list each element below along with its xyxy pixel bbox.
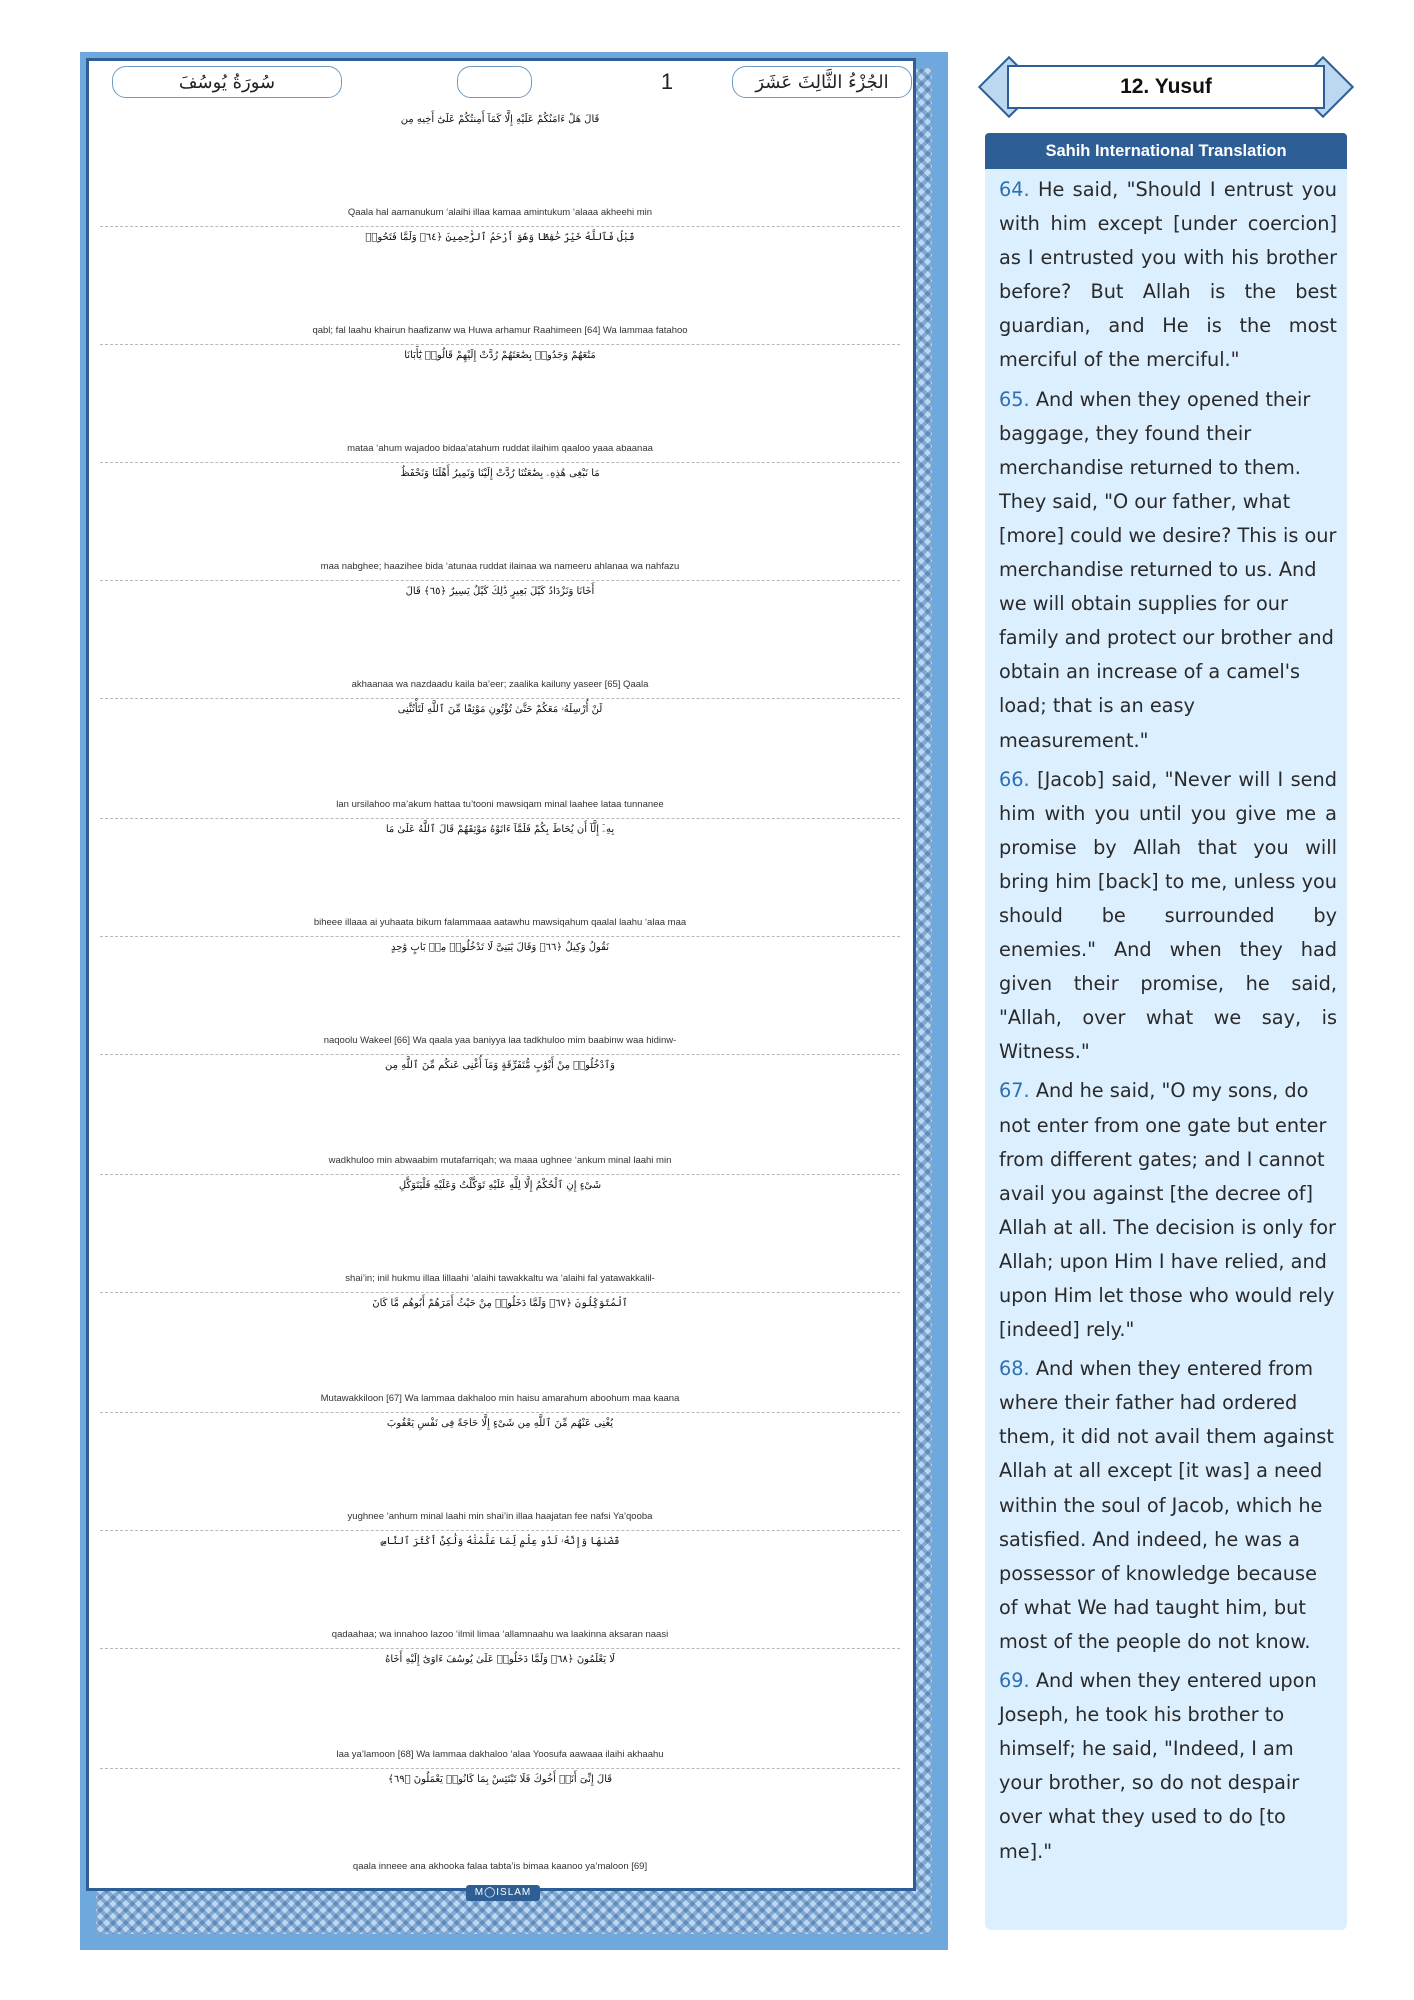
verse-number: 68.	[999, 1357, 1030, 1381]
arabic-text: يُغْنِى عَنْهُم مِّنَ ٱللَّهِ مِن شَىْءٍ إِلَّا حَاجَةً فِى نَفْسِ يَعْقُوبَ	[386, 1418, 614, 1429]
verse-line	[100, 226, 900, 345]
surah-name-label: سُورَةُ يُوسُفَ	[112, 66, 342, 98]
verse-number: 65.	[999, 387, 1030, 411]
verse-line	[100, 936, 900, 1055]
transliteration-text: shai’in; inil hukmu illaa lillaahi ‘alaihi tawakkaltu wa ‘alaihi fal yatawakkalil-	[345, 1273, 655, 1284]
arabic-text: بِهِۦٓ إِلَّآ أَن يُحَاطَ بِكُمْ فَلَمَّآ ءَاتَوْهُ مَوْثِقَهُمْ قَالَ ٱللَّهُ عَلَىٰ مَا	[385, 824, 615, 835]
juz-name-label: الجُزْءُ الثَّالِثَ عَشَرَ	[732, 66, 912, 98]
arabic-text: لَا يَعْلَمُونَ ﴿٦٨﴾ وَلَمَّا دَخَلُوا۟ عَلَىٰ يُوسُفَ ءَاوَىٰٓ إِلَيْهِ أَخَاهُ	[385, 1654, 615, 1665]
verse-line	[100, 818, 900, 937]
arabic-text: أَخَانَا وَنَزْدَادُ كَيْلَ بَعِيرٍ ذَٰلِكَ كَيْلٌ يَسِيرٌ ﴿٦٥﴾ قَالَ	[405, 586, 595, 597]
arabic-text: مَتَٰعَهُمْ وَجَدُوا۟ بِضَٰعَتَهُمْ رُدَّتْ إِلَيْهِمْ قَالُوا۟ يَٰٓأَبَانَا	[404, 350, 596, 361]
verse-text: And when they entered upon Joseph, he took his brother to himself; he said, "Indeed, I am your brother, so do not despair over what they used to do [to me]."	[999, 1669, 1317, 1863]
translation-verse	[999, 383, 1337, 758]
verse-line	[100, 1054, 900, 1175]
surah-title-label: 12. Yusuf	[1007, 65, 1325, 109]
verse-line	[100, 108, 900, 227]
translation-panel	[985, 133, 1347, 1930]
verse-line	[100, 344, 900, 463]
brand-badge: M◯ISLAM	[466, 1885, 540, 1901]
arabic-text: وَٱدْخُلُوا۟ مِنْ أَبْوَٰبٍ مُّتَفَرِّقَةٍ وَمَآ أُغْنِى عَنكُم مِّنَ ٱللَّهِ مِن	[385, 1060, 615, 1071]
verse-number: 64.	[999, 178, 1030, 201]
translation-verse	[999, 1074, 1337, 1347]
page-number: 1	[657, 66, 677, 98]
verse-line	[100, 1648, 900, 1769]
transliteration-text: Mutawakkiloon [67] Wa lammaa dakhaloo min haisu amarahum aboohum maa kaana	[320, 1393, 680, 1404]
verse-line	[100, 1530, 900, 1649]
transliteration-text: qadaahaa; wa innahoo lazoo ‘ilmil limaa ‘allamnaahu wa laakinna aksaran naasi	[331, 1629, 669, 1640]
arabic-text: قَالَ هَلْ ءَامَنُكُمْ عَلَيْهِ إِلَّا كَمَآ أَمِنتُكُمْ عَلَىٰٓ أَخِيهِ مِن	[400, 114, 600, 125]
translation-verse	[999, 173, 1337, 378]
arabic-text: قَالَ إِنِّىٓ أَنَا۠ أَخُوكَ فَلَا تَبْتَئِسْ بِمَا كَانُوا۟ يَعْمَلُونَ ﴿٦٩﴾	[387, 1774, 613, 1785]
verse-line	[100, 1174, 900, 1293]
transliteration-text: yughnee ‘anhum minal laahi min shai’in illaa haajatan fee nafsi Ya’qooba	[347, 1511, 653, 1522]
verse-line	[100, 580, 900, 699]
verse-line	[100, 698, 900, 819]
verse-line	[100, 1412, 900, 1531]
arabic-text: قَضَىٰهَا وَإِنَّهُۥ لَذُو عِلْمٍ لِّمَا عَلَّمْنَٰهُ وَلَٰكِنَّ أَكْثَرَ ٱلنَّاسِ	[380, 1536, 620, 1547]
verse-text: He said, "Should I entrust you with him except [under coercion] as I entrusted you with his brother before? But Allah is the best guardian, and He is the most merciful of the merciful."	[999, 178, 1337, 372]
transliteration-text: wadkhuloo min abwaabim mutafarriqah; wa maaa ughnee ‘ankum minal laahi min	[328, 1155, 672, 1166]
transliteration-text: biheee illaaa ai yuhaata bikum falammaaa aatawhu mawsiqahum qaalal laahu ‘alaa maa	[313, 917, 687, 928]
translation-header: Sahih International Translation	[985, 133, 1347, 169]
translation-body	[999, 173, 1337, 1874]
verse-line	[100, 462, 900, 581]
transliteration-text: laa ya’lamoon [68] Wa lammaa dakhaloo ‘alaa Yoosufa aawaaa ilaihi akhaahu	[336, 1749, 664, 1760]
translation-verse	[999, 1664, 1337, 1869]
arabic-text: قَبْلُ فَٱللَّهُ خَيْرٌ حَٰفِظًا وَهُوَ أَرْحَمُ ٱلرَّٰحِمِينَ ﴿٦٤﴾ وَلَمَّا فَتَحُوا۟	[365, 232, 635, 243]
verse-text: [Jacob] said, "Never will I send him with you until you give me a promise by Allah that you will bring him [back] to me, unless you should be surrounded by enemies." And when they had given their promise, he said, "Allah, over what we say, is Witness."	[999, 767, 1337, 1064]
surah-title	[985, 55, 1347, 119]
verse-number: 66.	[999, 767, 1030, 791]
verse-text: And he said, "O my sons, do not enter from one gate but enter from different gates; and I cannot avail you against [the decree of] Allah at all. The decision is only for Allah; upon Him I have relied, and upon Him let those who would rely [indeed] rely."	[999, 1079, 1336, 1342]
verse-text: And when they entered from where their father had ordered them, it did not avail them against Allah at all except [it was] a need within the soul of Jacob, which he satisfied. And indeed, he was a possessor of knowledge because of what We had taught him, but most of the people do not know.	[999, 1357, 1334, 1653]
translation-verse	[999, 763, 1337, 1070]
verse-line	[100, 1768, 900, 1880]
transliteration-text: mataa ‘ahum wajadoo bidaa’atahum ruddat ilaihim qaaloo yaaa abaanaa	[347, 443, 653, 454]
arabic-text: شَىْءٍ إِنِ ٱلْحُكْمُ إِلَّا لِلَّهِ عَلَيْهِ تَوَكَّلْتُ وَعَلَيْهِ فَلْيَتَوَكَّلِ	[398, 1180, 602, 1191]
page-header	[112, 66, 912, 102]
arabic-text: مَا نَبْغِى هَٰذِهِۦ بِضَٰعَتُنَا رُدَّتْ إِلَيْنَا وَنَمِيرُ أَهْلَنَا وَنَحْفَظُ	[400, 468, 600, 479]
translation-verse	[999, 1352, 1337, 1659]
transliteration-text: naqoolu Wakeel [66] Wa qaala yaa baniyya laa tadkhuloo mim baabinw waa hidinw-	[323, 1035, 677, 1046]
header-ornament-box	[457, 66, 532, 98]
arabic-text: لَنْ أُرْسِلَهُۥ مَعَكُمْ حَتَّىٰ تُؤْتُونِ مَوْثِقًا مِّنَ ٱللَّهِ لَتَأْتُنَّنِى	[397, 704, 603, 715]
arabic-text: ٱلْمُتَوَكِّلُونَ ﴿٦٧﴾ وَلَمَّا دَخَلُوا۟ مِنْ حَيْثُ أَمَرَهُمْ أَبُوهُم مَّا كَانَ	[372, 1298, 628, 1309]
transliteration-text: lan ursilahoo ma’akum hattaa tu’tooni mawsiqam minal laahee lataa tunnanee	[336, 799, 664, 810]
transliteration-text: maa nabghee; haazihee bida ‘atunaa ruddat ilainaa wa nameeru ahlanaa wa nahfazu	[320, 561, 680, 572]
transliteration-text: qabl; fal laahu khairun haafizanw wa Huwa arhamur Raahimeen [64] Wa lammaa fatahoo	[312, 325, 688, 336]
transliteration-text: akhaanaa wa nazdaadu kaila ba’eer; zaalika kailuny yaseer [65] Qaala	[351, 679, 649, 690]
transliteration-text: qaala inneee ana akhooka falaa tabta’is bimaa kaanoo ya’maloon [69]	[352, 1861, 648, 1872]
arabic-text: نَقُولُ وَكِيلٌ ﴿٦٦﴾ وَقَالَ يَٰبَنِىَّ لَا تَدْخُلُوا۟ مِنۢ بَابٍ وَٰحِدٍ	[390, 942, 609, 953]
verse-number: 67.	[999, 1079, 1030, 1103]
transliteration-text: Qaala hal aamanukum ‘alaihi illaa kamaa amintukum ‘alaaa akheehi min	[347, 207, 653, 218]
verse-number: 69.	[999, 1669, 1030, 1693]
verse-text: And when they opened their baggage, they found their merchandise returned to them. They said, "O our father, what [more] could we desire? This is our merchandise returned to us. And we will obtain supplies for our family and protect our brother and obtain an increase of a camel's load; that is an easy measurement."	[999, 387, 1337, 752]
verse-line	[100, 1292, 900, 1413]
